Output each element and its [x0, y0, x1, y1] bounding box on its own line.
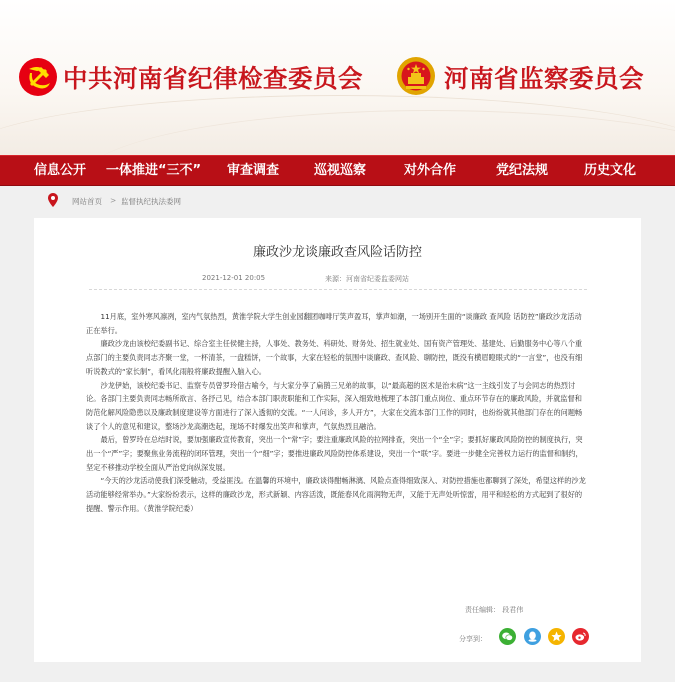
national-emblem-icon — [396, 56, 436, 96]
wechat-icon[interactable] — [499, 628, 516, 645]
breadcrumb-separator: > — [110, 196, 117, 205]
article-paragraph: 廉政沙龙由该校纪委副书记、综合室主任侯健主持，人事处、教务处、科研处、财务处、招生就业处、国有资产管理处、基建处、后勤服务中心等八个重点部门的主要负责同志齐聚一堂，一杯清茶，一盘糕饼，一个故事，大家在轻松的氛围中谈廉政、查风险、聊防控，既没有横眉瞪眼式的“一言堂”，也没有细听说教式的“家长制”，看风化雨般将廉政提醒入脑入心。 — [86, 339, 583, 376]
article-paragraph: 沙龙伊始，该校纪委书记、监察专员曾罗玲借古喻今，与大家分享了扁鹊三兄弟的故事，以“最高超的医术是治未病”这一主线引发了与会同志的热烈讨论。各部门主要负责同志畅所欲言、各抒己见，结合本部门职责职能和工作实际，深入细致地梳理了本部门重点岗位、重点环节存在的廉政风险，并就监督和防范化解风险隐患以及廉政制度建设等方面进行了深入透彻的交流。“一人问诊，多人开方”，大家在交流本部门工作的同时，也纷纷就其他部门存在的问题畅谈了个人的意见和建议，整场沙龙高潮迭起，现场不时爆发出笑声和掌声，气氛热烈且融洽。 — [86, 380, 583, 431]
article-source: 来源：河南省纪委监委网站 — [325, 275, 409, 283]
qzone-icon[interactable] — [548, 628, 565, 645]
responsible-editor: 责任编辑： 段君伟 — [465, 606, 524, 614]
nav-item-review-investigation[interactable]: 审查调查 — [227, 163, 280, 178]
article-body — [86, 310, 587, 516]
qq-icon[interactable] — [524, 628, 541, 645]
site-header — [0, 0, 675, 155]
main-nav — [0, 155, 675, 186]
article-title: 廉政沙龙谈廉政查风险话防控 — [252, 245, 422, 260]
article-date: 2021-12-01 20:05 — [202, 274, 266, 282]
weibo-icon[interactable] — [572, 628, 589, 645]
article-panel — [34, 218, 641, 662]
breadcrumb — [34, 191, 641, 211]
breadcrumb-home-link[interactable]: 网站首页 — [72, 197, 102, 206]
divider — [89, 289, 587, 290]
breadcrumb-current-link[interactable]: 监督执纪执法委网 — [121, 197, 181, 206]
nav-item-history-culture[interactable]: 历史文化 — [584, 163, 637, 178]
article-paragraph: 最后，曾罗玲在总结时说，要加强廉政宣传教育，突出一个“常”字；要注重廉政风险的拉网排查，突出一个“全”字；要抓好廉政风险防控的制度执行，突出一个“严”字；要聚焦业务流程的闭环管理，突出一个“细”字；要推进廉政风险防控体系建设，突出一个“联”字。要进一步健全完善权力运行的监督和制约，坚定不移推动学校全面从严治党向纵深发展。 — [86, 435, 583, 472]
nav-item-external-cooperation[interactable]: 对外合作 — [404, 163, 457, 178]
nav-item-three-no[interactable]: 一体推进“三不” — [106, 163, 202, 178]
state-commission-title: 河南省监察委员会 — [444, 64, 644, 93]
nav-item-info-disclosure[interactable]: 信息公开 — [34, 163, 87, 178]
party-commission-title: 中共河南省纪律检查委员会 — [63, 64, 363, 93]
article-paragraph: “今天的沙龙活动使我们深受触动，受益匪浅。在温馨的环境中，廉政谈得酣畅淋漓、风险点查得细致深入、对防控措施也都聊到了深处，希望这样的沙龙活动能够经常举办。”大家纷纷表示，这样的廉政沙龙，形式新颖、内容活泼，既能春风化雨润物无声，又能于无声处听惊雷，用平和轻松的方式起到了很好的提醒、警示作用。（黄淮学院纪委） — [86, 476, 586, 513]
location-pin-icon — [48, 193, 58, 207]
share-label: 分享到： — [459, 635, 487, 643]
nav-item-party-regulations[interactable]: 党纪法规 — [496, 163, 549, 178]
article-paragraph: 11月底，室外寒风凛冽，室内气氛热烈，黄淮学院大学生创业园翻团咖啡厅笑声盈耳，掌声如潮，一场别开生面的“谈廉政 查风险 话防控”廉政沙龙活动正在举行。 — [86, 312, 582, 335]
party-emblem-icon — [19, 57, 57, 97]
nav-item-inspection[interactable]: 巡视巡察 — [314, 163, 367, 178]
